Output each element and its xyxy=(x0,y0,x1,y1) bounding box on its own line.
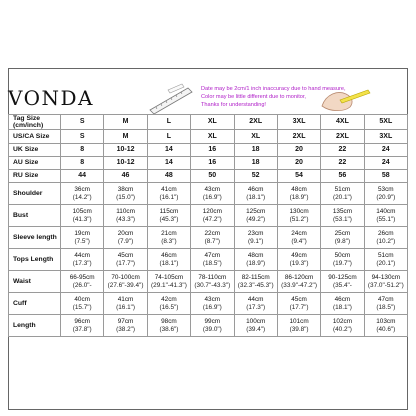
measurement-cell xyxy=(104,227,147,249)
size-cell: 5XL xyxy=(364,115,407,130)
measurement-row xyxy=(9,271,408,293)
cm-value: 41cm xyxy=(117,295,134,303)
inch-value: (16.9") xyxy=(202,303,222,311)
inch-value: (16.5") xyxy=(159,303,179,311)
size-cell: 16 xyxy=(191,144,234,157)
cm-value: 70-100cm xyxy=(111,273,140,281)
measurement-cell xyxy=(61,315,104,337)
inch-value: (39.8") xyxy=(289,325,309,333)
cm-value: 51cm xyxy=(334,185,351,193)
measurement-cell xyxy=(321,227,364,249)
size-cell: 24 xyxy=(364,144,407,157)
measurement-cell xyxy=(234,205,277,227)
measurement-row xyxy=(9,249,408,271)
measurement-cell xyxy=(147,249,190,271)
size-cell: 8 xyxy=(61,157,104,170)
inch-value: (9.8") xyxy=(334,237,351,245)
cm-value: 45cm xyxy=(291,295,307,303)
measurement-cell xyxy=(364,227,407,249)
measurement-cell xyxy=(277,205,320,227)
cm-value: 103cm xyxy=(376,317,396,325)
cm-value: 101cm xyxy=(289,317,309,325)
size-table xyxy=(8,114,408,337)
size-cell: 4XL xyxy=(321,115,364,130)
cm-value: 38cm xyxy=(117,185,134,193)
inch-value: (45.3") xyxy=(159,215,179,223)
cm-value: 43cm xyxy=(204,295,221,303)
cm-value: 120cm xyxy=(202,207,222,215)
size-cell: 54 xyxy=(277,170,320,183)
cm-value: 20cm xyxy=(117,229,134,237)
measurement-cell xyxy=(61,205,104,227)
inch-value: (49.2") xyxy=(246,215,266,223)
size-header-row xyxy=(9,115,408,130)
inch-value: (27.6"-39.4") xyxy=(107,281,144,289)
size-cell: 22 xyxy=(321,157,364,170)
size-cell: 48 xyxy=(147,170,190,183)
inch-value: (18.9") xyxy=(289,193,309,201)
measurement-cell xyxy=(277,271,320,293)
inch-value: (47.2") xyxy=(202,215,222,223)
size-cell: S xyxy=(61,115,104,130)
size-cell: M xyxy=(104,130,147,144)
cm-value: 99cm xyxy=(204,317,221,325)
inch-value: (7.5") xyxy=(74,237,90,245)
measurement-cell xyxy=(234,293,277,315)
inch-value: (17.7") xyxy=(116,259,136,267)
cm-value: 140cm xyxy=(376,207,396,215)
size-cell: 22 xyxy=(321,144,364,157)
size-cell: 2XL xyxy=(277,130,320,144)
cm-value: 53cm xyxy=(377,185,394,193)
cm-value: 51cm xyxy=(377,251,394,259)
row-label: Cuff xyxy=(9,293,61,315)
cm-value: 40cm xyxy=(74,295,90,303)
measurement-cell xyxy=(277,315,320,337)
measurement-cell xyxy=(234,271,277,293)
row-label: RU Size xyxy=(9,170,61,183)
inch-value: (17.3") xyxy=(72,259,92,267)
size-cell: 58 xyxy=(364,170,407,183)
inch-value: (20.9") xyxy=(376,193,396,201)
inch-value: (51.2") xyxy=(289,215,309,223)
inch-value: (9.4") xyxy=(291,237,307,245)
cm-value: 47cm xyxy=(204,251,221,259)
measurement-cell xyxy=(364,183,407,205)
size-cell: 20 xyxy=(277,157,320,170)
measurement-cell xyxy=(104,293,147,315)
cm-value: 102cm xyxy=(332,317,353,325)
row-label: UK Size xyxy=(9,144,61,157)
inch-value: (10.2") xyxy=(376,237,396,245)
inch-value: (38.6") xyxy=(159,325,179,333)
cm-value: 110cm xyxy=(116,207,135,215)
measurement-cell xyxy=(104,249,147,271)
measurement-cell xyxy=(191,271,234,293)
cm-value: 47cm xyxy=(377,295,394,303)
size-cell: 2XL xyxy=(321,130,364,144)
cm-value: 24cm xyxy=(291,229,307,237)
row-label: Length xyxy=(9,315,61,337)
size-cell: 18 xyxy=(234,157,277,170)
measurement-cell xyxy=(277,249,320,271)
cm-value: 46cm xyxy=(161,251,177,259)
inch-value: (18.1") xyxy=(159,259,179,267)
measurement-cell xyxy=(321,315,364,337)
inch-value: (37.8") xyxy=(72,325,92,333)
hand-measure-icon xyxy=(316,80,372,114)
measurement-cell xyxy=(147,227,190,249)
inch-value: (16.1") xyxy=(159,193,179,201)
measurement-cell xyxy=(147,183,190,205)
inch-value: (19.7") xyxy=(332,259,352,267)
inch-value: (37.0"-51.2") xyxy=(367,281,404,289)
inch-value: (9.1") xyxy=(247,237,264,245)
inch-value: (15.0") xyxy=(116,193,136,201)
measurement-cell xyxy=(61,271,104,293)
cm-value: 25cm xyxy=(334,229,351,237)
size-header-row xyxy=(9,144,408,157)
measurement-row xyxy=(9,227,408,249)
measurement-cell xyxy=(364,271,407,293)
inch-value: (33.9"-47.2") xyxy=(281,281,317,289)
row-label: Tag Size (cm/inch) xyxy=(9,115,61,130)
size-cell: 14 xyxy=(147,144,190,157)
cm-value: 36cm xyxy=(74,185,90,193)
inch-value: (16.1") xyxy=(116,303,136,311)
inch-value: (16.9") xyxy=(202,193,222,201)
inch-value: (43.3") xyxy=(116,215,136,223)
measurement-cell xyxy=(191,249,234,271)
measurement-cell xyxy=(191,293,234,315)
measurement-cell xyxy=(61,183,104,205)
row-label: Tops Length xyxy=(9,249,61,271)
inch-value: (15.7") xyxy=(72,303,92,311)
size-cell: 56 xyxy=(321,170,364,183)
measurement-cell xyxy=(104,315,147,337)
measurement-row xyxy=(9,293,408,315)
measurement-cell xyxy=(321,293,364,315)
measurement-cell xyxy=(61,227,104,249)
measurement-cell xyxy=(147,315,190,337)
inch-value: (35.4"- xyxy=(332,281,352,289)
cm-value: 49cm xyxy=(291,251,307,259)
cm-value: 135cm xyxy=(332,207,353,215)
measurement-cell xyxy=(191,315,234,337)
measurement-cell xyxy=(321,183,364,205)
cm-value: 46cm xyxy=(247,185,264,193)
size-header-row xyxy=(9,170,408,183)
size-cell: 3XL xyxy=(364,130,407,144)
measurement-cell xyxy=(104,205,147,227)
size-cell: L xyxy=(147,115,190,130)
size-cell: 10-12 xyxy=(104,144,147,157)
size-header-row xyxy=(9,130,408,144)
measurement-cell xyxy=(147,271,190,293)
size-cell: 3XL xyxy=(277,115,320,130)
measurement-cell xyxy=(277,293,320,315)
measurement-cell xyxy=(234,249,277,271)
size-cell: 46 xyxy=(104,170,147,183)
inch-value: (29.1"-41.3") xyxy=(151,281,187,289)
inch-value: (18.5") xyxy=(202,259,222,267)
cm-value: 66-95cm xyxy=(69,273,95,281)
inch-value: (20.1") xyxy=(332,193,352,201)
note-line: Color may be little different due to monitor, xyxy=(201,94,306,100)
measurement-cell xyxy=(277,227,320,249)
measurement-cell xyxy=(104,183,147,205)
cm-value: 74-105cm xyxy=(154,273,184,281)
size-cell: 16 xyxy=(191,157,234,170)
measurement-cell xyxy=(234,227,277,249)
measurement-cell xyxy=(147,293,190,315)
measurement-cell xyxy=(61,249,104,271)
inch-value: (18.5") xyxy=(376,303,396,311)
measurement-cell xyxy=(234,315,277,337)
cm-value: 90-125cm xyxy=(328,273,357,281)
row-label: Waist xyxy=(9,271,61,293)
cm-value: 100cm xyxy=(246,317,266,325)
size-cell: 44 xyxy=(61,170,104,183)
cm-value: 78-110cm xyxy=(198,273,227,281)
cm-value: 125cm xyxy=(246,207,266,215)
inch-value: (7.9") xyxy=(117,237,134,245)
size-cell: XL xyxy=(191,130,234,144)
inch-value: (18.9") xyxy=(246,259,266,267)
cm-value: 48cm xyxy=(291,185,307,193)
measurement-cell xyxy=(191,183,234,205)
size-cell: 8 xyxy=(61,144,104,157)
size-cell: XL xyxy=(234,130,277,144)
inch-value: (38.2") xyxy=(116,325,136,333)
cm-value: 86-120cm xyxy=(284,273,314,281)
cm-value: 130cm xyxy=(289,207,309,215)
inch-value: (39.0") xyxy=(202,325,222,333)
measurement-cell xyxy=(191,227,234,249)
cm-value: 22cm xyxy=(204,229,221,237)
row-label: Sleeve length xyxy=(9,227,61,249)
row-label: Bust xyxy=(9,205,61,227)
cm-value: 105cm xyxy=(72,207,92,215)
size-header-row xyxy=(9,157,408,170)
inch-value: (39.4") xyxy=(246,325,266,333)
size-cell: 14 xyxy=(147,157,190,170)
measurement-row xyxy=(9,205,408,227)
inch-value: (32.3"-45.3") xyxy=(237,281,274,289)
inch-value: (8.7") xyxy=(204,237,221,245)
measurement-cell xyxy=(191,205,234,227)
cm-value: 26cm xyxy=(377,229,394,237)
measurement-cell xyxy=(364,315,407,337)
measurement-cell xyxy=(147,205,190,227)
size-cell: XL xyxy=(191,115,234,130)
note-line: Date may be 2cm/1 inch inaccuracy due to hand measure, xyxy=(201,86,346,92)
cm-value: 94-130cm xyxy=(371,273,401,281)
size-cell: 50 xyxy=(191,170,234,183)
brand-logo: VONDA xyxy=(8,86,94,110)
cm-value: 115cm xyxy=(159,207,179,215)
cm-value: 50cm xyxy=(334,251,351,259)
size-cell: 24 xyxy=(364,157,407,170)
measurement-cell xyxy=(364,205,407,227)
size-cell: S xyxy=(61,130,104,144)
cm-value: 41cm xyxy=(161,185,177,193)
inch-value: (17.3") xyxy=(246,303,266,311)
inch-value: (40.2") xyxy=(332,325,352,333)
cm-value: 82-115cm xyxy=(241,273,270,281)
cm-value: 44cm xyxy=(247,295,264,303)
inch-value: (17.7") xyxy=(289,303,309,311)
inch-value: (8.3") xyxy=(161,237,177,245)
size-cell: 52 xyxy=(234,170,277,183)
inch-value: (55.1") xyxy=(376,215,396,223)
cm-value: 21cm xyxy=(161,229,177,237)
measurement-cell xyxy=(104,271,147,293)
cm-value: 96cm xyxy=(74,317,90,325)
row-label: US/CA Size xyxy=(9,130,61,144)
cm-value: 44cm xyxy=(74,251,90,259)
note-line: Thanks for understanding! xyxy=(201,102,266,108)
row-label: Shoulder xyxy=(9,183,61,205)
size-cell: M xyxy=(104,115,147,130)
cm-value: 19cm xyxy=(74,229,90,237)
cm-value: 48cm xyxy=(247,251,264,259)
measurement-cell xyxy=(234,183,277,205)
inch-value: (19.3") xyxy=(289,259,309,267)
inch-value: (41.3") xyxy=(72,215,92,223)
cm-value: 98cm xyxy=(161,317,177,325)
inch-value: (26.0"- xyxy=(72,281,92,289)
measurement-cell xyxy=(364,249,407,271)
size-cell: 10-12 xyxy=(104,157,147,170)
cm-value: 42cm xyxy=(161,295,177,303)
row-label: AU Size xyxy=(9,157,61,170)
measurement-cell xyxy=(364,293,407,315)
measurement-cell xyxy=(321,205,364,227)
measurement-cell xyxy=(321,249,364,271)
inch-value: (14.2") xyxy=(72,193,92,201)
size-cell: 18 xyxy=(234,144,277,157)
cm-value: 23cm xyxy=(247,229,264,237)
measurement-row xyxy=(9,315,408,337)
size-cell: 20 xyxy=(277,144,320,157)
measurement-row xyxy=(9,183,408,205)
cm-value: 43cm xyxy=(204,185,221,193)
cm-value: 45cm xyxy=(117,251,134,259)
cm-value: 46cm xyxy=(334,295,351,303)
inch-value: (40.6") xyxy=(376,325,396,333)
inch-value: (18.1") xyxy=(246,193,266,201)
cm-value: 97cm xyxy=(117,317,134,325)
inch-value: (53.1") xyxy=(332,215,352,223)
measurement-cell xyxy=(277,183,320,205)
inch-value: (30.7"-43.3") xyxy=(194,281,231,289)
measurement-cell xyxy=(321,271,364,293)
measurement-cell xyxy=(61,293,104,315)
inch-value: (20.1") xyxy=(376,259,396,267)
inch-value: (18.1") xyxy=(332,303,352,311)
size-cell: L xyxy=(147,130,190,144)
size-cell: 2XL xyxy=(234,115,277,130)
